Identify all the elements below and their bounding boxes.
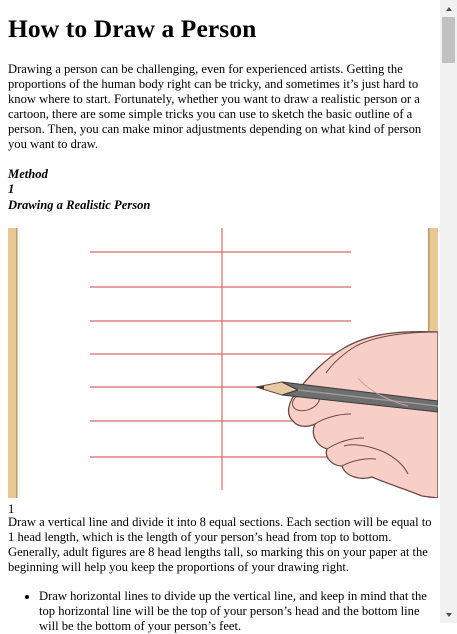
step-bullet-list xyxy=(8,589,438,634)
step-description: Draw a vertical line and divide it into 8 equal sections. Each section will be equal to 1 head length, which is the length of your person’s head from top to bottom. Generally, adult figures are 8 head lengths tall, so marking this on your paper at the beginning will help you keep the proportions of your drawing right. xyxy=(8,515,432,574)
method-title: Drawing a Realistic Person xyxy=(8,197,151,212)
scrollbar-thumb[interactable] xyxy=(442,17,455,63)
left-wood-edge xyxy=(8,228,16,498)
method-number: 1 xyxy=(8,182,15,197)
triangle-down-icon xyxy=(445,612,453,618)
triangle-up-icon xyxy=(445,6,453,12)
scroll-down-button[interactable] xyxy=(440,606,457,623)
step-illustration xyxy=(8,228,438,498)
step-number: 1 xyxy=(8,502,15,516)
vertical-scrollbar[interactable] xyxy=(440,0,457,623)
scroll-up-button[interactable] xyxy=(440,0,457,17)
method-header xyxy=(8,167,438,213)
page-title: How to Draw a Person xyxy=(8,14,257,43)
list-item: • Draw horizontal lines to divide up the vertical line, and keep in mind that the top horizontal line will be the top of your person’s head and the bottom line will be the bottom of your person’s feet. xyxy=(39,589,438,634)
method-label: Method xyxy=(8,167,48,181)
intro-paragraph: Drawing a person can be challenging, even for experienced artists. Getting the proportions of the human body right can be tricky, and sometimes it’s just hard to know where to start. Fortunately, whether you want to draw a realistic person or a cartoon, there are some simple tricks you can use to sketch the basic outline of a person. Then, you can make minor adjustments depending on what kind of person you want to draw. xyxy=(8,62,422,151)
